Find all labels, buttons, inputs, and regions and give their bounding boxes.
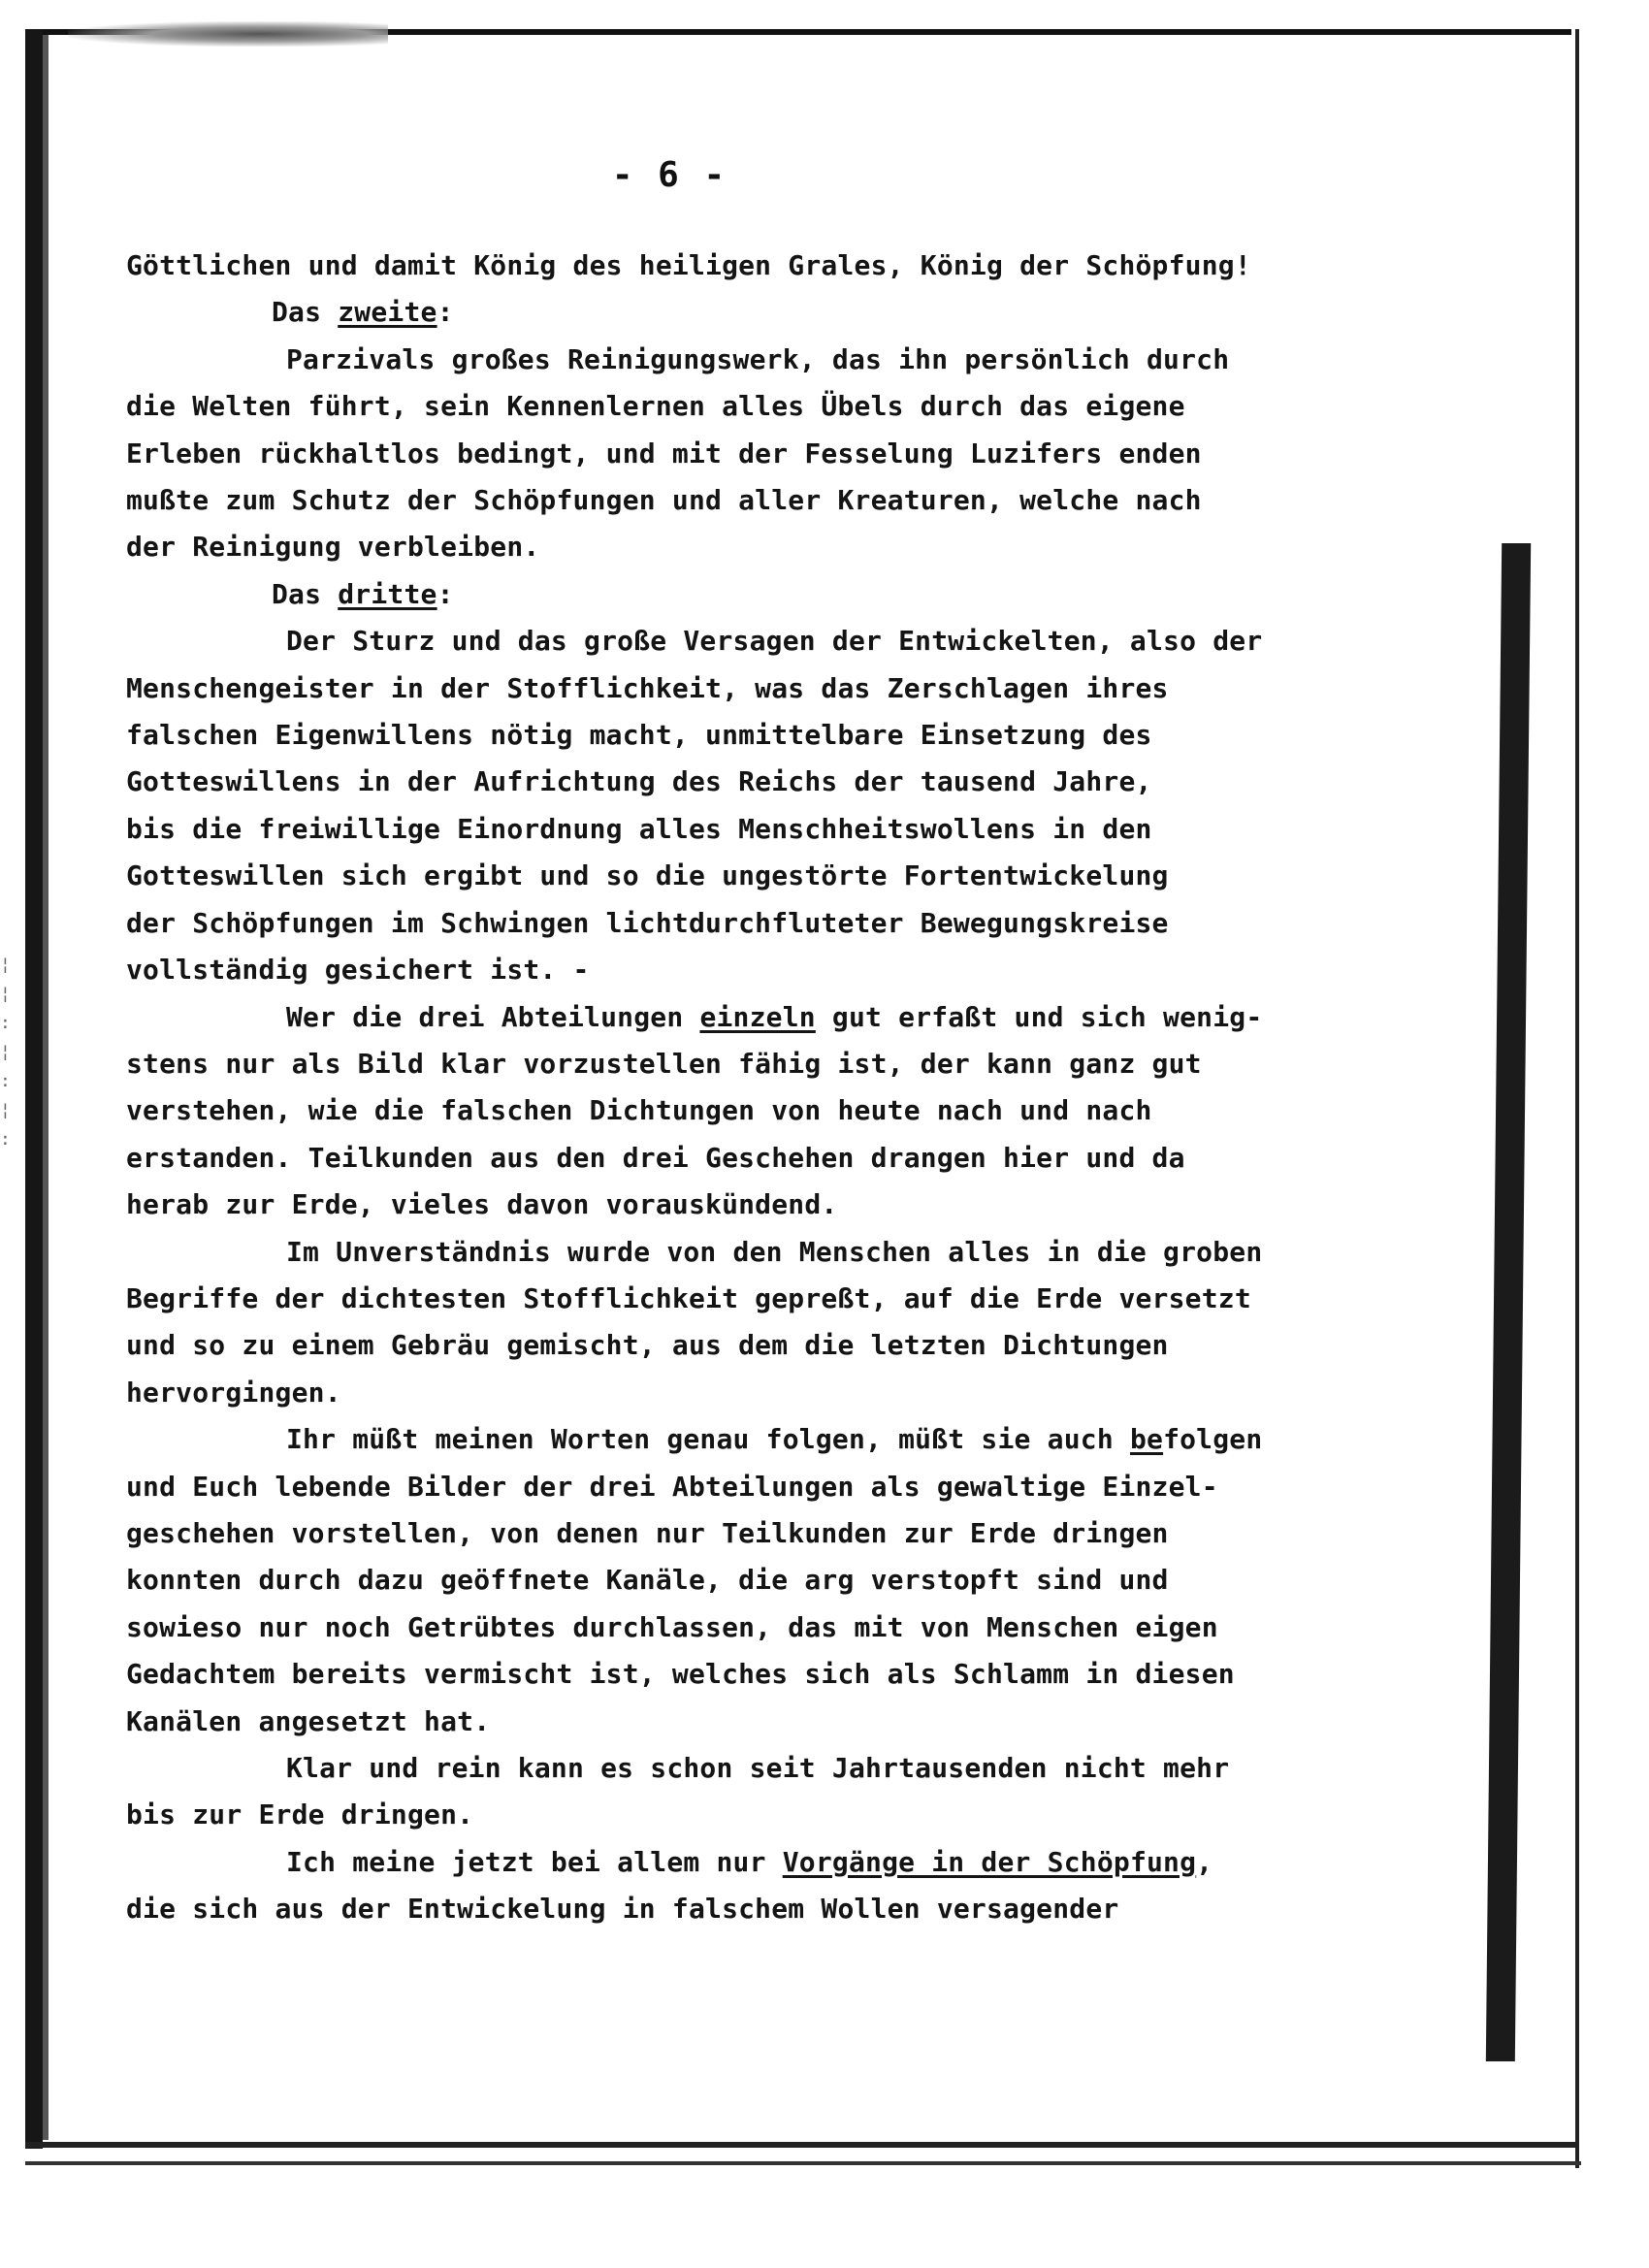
text-line: [126, 759, 1445, 805]
text-run: der Schöpfungen im Schwingen lichtdurchfluteter Bewegungskreise: [126, 906, 1169, 939]
text-line: [126, 1792, 1445, 1838]
underlined-text: Vorgänge in der Schöpfung: [782, 1845, 1197, 1878]
text-line: [126, 243, 1445, 289]
text-line: [126, 1839, 1445, 1886]
text-run: vollständig gesichert ist. -: [126, 954, 590, 987]
text-line: [126, 1557, 1445, 1604]
text-line: [126, 337, 1445, 383]
underlined-text: be: [1129, 1423, 1164, 1456]
text-line: [126, 1651, 1445, 1698]
text-run: stens nur als Bild klar vorzustellen fähig ist, der kann ganz gut: [126, 1047, 1202, 1080]
text-run: und so zu einem Gebräu gemischt, aus dem die letzten Dichtungen: [126, 1329, 1169, 1362]
scan-smudge: [68, 21, 388, 47]
text-run: :: [436, 577, 454, 610]
body-text: [126, 243, 1445, 1933]
text-line: [126, 1699, 1445, 1745]
text-run: gut erfaßt und sich wenig-: [815, 1000, 1263, 1033]
text-line: [126, 947, 1445, 993]
text-line: [126, 1276, 1445, 1322]
text-run: Der Sturz und das große Versagen der Entwickelten, also der: [286, 625, 1263, 658]
text-run: konnten durch dazu geöffnete Kanäle, die arg verstopft sind und: [126, 1564, 1169, 1597]
text-run: Kanälen angesetzt hat.: [126, 1704, 491, 1737]
text-line: [126, 1745, 1445, 1792]
text-run: folgen: [1163, 1423, 1263, 1456]
text-run: bis zur Erde dringen.: [126, 1798, 474, 1831]
text-line: [126, 1135, 1445, 1182]
text-line: [126, 383, 1445, 430]
text-run: Ihr müßt meinen Worten genau folgen, müßt sie auch: [286, 1423, 1130, 1456]
text-line: [126, 477, 1445, 524]
text-line: [126, 994, 1445, 1041]
underlined-text: dritte: [338, 577, 437, 610]
text-run: Gedachtem bereits vermischt ist, welches sich als Schlamm in diesen: [126, 1658, 1235, 1691]
text-run: Das: [272, 296, 339, 329]
text-line: [126, 665, 1445, 712]
text-run: ,: [1196, 1845, 1213, 1878]
text-run: und Euch lebende Bilder der drei Abteilungen als gewaltige Einzel-: [126, 1470, 1218, 1503]
text-run: der Reinigung verbleiben.: [126, 531, 540, 564]
text-run: mußte zum Schutz der Schöpfungen und aller Kreaturen, welche nach: [126, 484, 1202, 517]
text-run: die Welten führt, sein Kennenlernen alles Übels durch das eigene: [126, 390, 1185, 423]
text-line: [126, 1510, 1445, 1557]
margin-noise: ¦ ¦ : ¦ : ¦ :: [0, 955, 11, 1150]
text-line: [126, 1416, 1445, 1463]
text-run: Klar und rein kann es schon seit Jahrtausenden nicht mehr: [286, 1752, 1230, 1784]
text-line: [126, 571, 1445, 618]
text-run: herab zur Erde, vieles davon vorauskündend.: [126, 1188, 838, 1221]
text-run: Parzivals großes Reinigungswerk, das ihn persönlich durch: [286, 342, 1230, 375]
text-line: [126, 1322, 1445, 1369]
text-line: [126, 618, 1445, 664]
text-line: [126, 1041, 1445, 1087]
text-run: Erleben rückhaltlos bedingt, und mit der Fesselung Luzifers enden: [126, 437, 1202, 470]
text-line: [126, 289, 1445, 336]
text-run: falschen Eigenwillens nötig macht, unmittelbare Einsetzung des: [126, 719, 1152, 752]
text-run: Das: [272, 577, 339, 610]
text-run: Ich meine jetzt bei allem nur: [286, 1845, 783, 1878]
text-run: Göttlichen und damit König des heiligen Grales, König der Schöpfung!: [126, 249, 1251, 281]
text-line: [126, 900, 1445, 947]
scan-border-right: [1575, 29, 1579, 2168]
text-line: [126, 1087, 1445, 1134]
text-line: [126, 1886, 1445, 1932]
text-line: [126, 1370, 1445, 1416]
text-run: :: [436, 296, 454, 329]
text-run: verstehen, wie die falschen Dichtungen von heute nach und nach: [126, 1094, 1152, 1127]
text-run: Begriffe der dichtesten Stofflichkeit gepreßt, auf die Erde versetzt: [126, 1281, 1251, 1314]
text-run: Wer die drei Abteilungen: [286, 1000, 700, 1033]
text-run: Gotteswillen sich ergibt und so die ungestörte Fortentwickelung: [126, 859, 1169, 892]
scan-border-bottom-outer: [25, 2161, 1581, 2165]
scan-shadow-right: [1486, 543, 1531, 2061]
text-run: bis die freiwillige Einordnung alles Menschheitswollens in den: [126, 812, 1152, 845]
scan-border-bottom: [25, 2142, 1577, 2148]
text-run: erstanden. Teilkunden aus den drei Geschehen drangen hier und da: [126, 1141, 1185, 1174]
text-run: sowieso nur noch Getrübtes durchlassen, das mit von Menschen eigen: [126, 1610, 1218, 1643]
underlined-text: einzeln: [699, 1000, 816, 1033]
text-line: [126, 853, 1445, 899]
text-run: Im Unverständnis wurde von den Menschen alles in die groben: [286, 1235, 1263, 1268]
text-run: die sich aus der Entwickelung in falschem Wollen versagender: [126, 1893, 1119, 1926]
text-line: [126, 1464, 1445, 1510]
text-line: [126, 1182, 1445, 1228]
page-number: - 6 -: [611, 155, 728, 195]
text-run: Menschengeister in der Stofflichkeit, was das Zerschlagen ihres: [126, 671, 1169, 704]
text-run: hervorgingen.: [126, 1376, 341, 1409]
text-line: [126, 1604, 1445, 1651]
text-run: Gotteswillens in der Aufrichtung des Reichs der tausend Jahre,: [126, 765, 1152, 798]
underlined-text: zweite: [338, 296, 437, 329]
text-line: [126, 806, 1445, 853]
text-line: [126, 1229, 1445, 1276]
text-line: [126, 524, 1445, 570]
text-run: geschehen vorstellen, von denen nur Teilkunden zur Erde dringen: [126, 1516, 1169, 1549]
text-line: [126, 712, 1445, 759]
text-line: [126, 431, 1445, 477]
